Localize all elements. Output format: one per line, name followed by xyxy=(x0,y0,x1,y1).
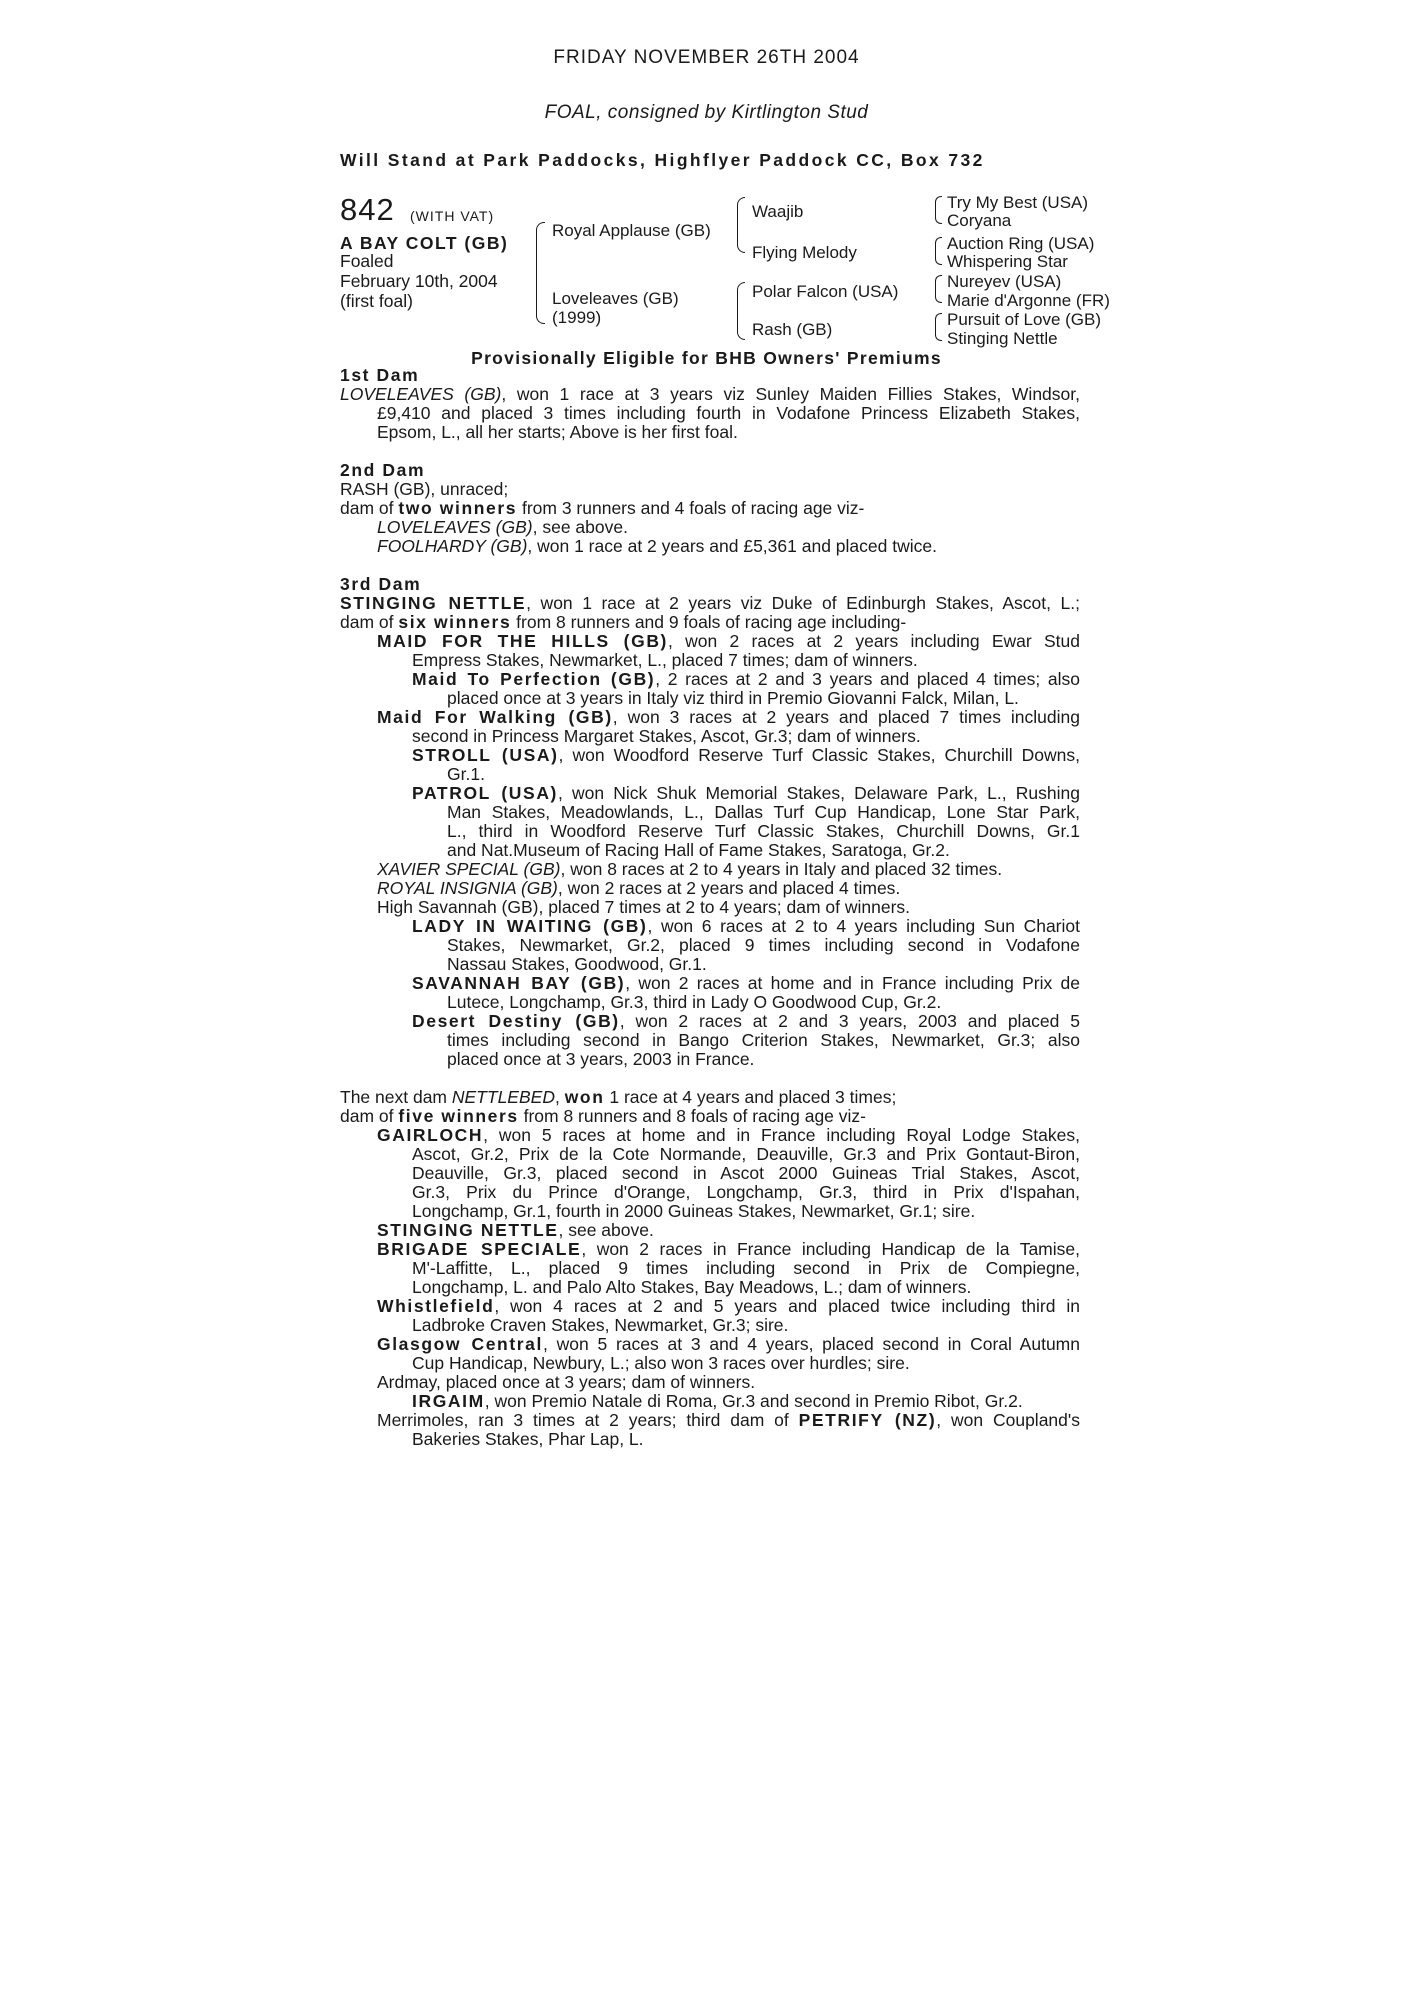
sire-sire: Waajib xyxy=(752,202,804,221)
text: The next dam xyxy=(340,1087,452,1107)
progeny-name: XAVIER SPECIAL (GB) xyxy=(377,859,561,879)
third-dam-heading: 3rd Dam xyxy=(340,574,422,594)
text: , won 5 races at 3 and 4 years, placed second in Coral Autumn xyxy=(542,1334,1080,1354)
text: from 8 runners and 8 foals of racing age viz- xyxy=(518,1106,866,1126)
text: , won Nick Shuk Memorial Stakes, Delaware Park, L., Rushing xyxy=(557,783,1080,803)
progeny-line: placed once at 3 years, 2003 in France. xyxy=(447,1049,755,1069)
sire-dam: Flying Melody xyxy=(752,243,857,262)
progeny-name: FOOLHARDY (GB) xyxy=(377,536,528,556)
sale-date: FRIDAY NOVEMBER 26TH 2004 xyxy=(553,47,860,68)
progeny-line: M'-Laffitte, L., placed 9 times including second in Prix de Compiegne, xyxy=(412,1258,1080,1278)
progeny-line: placed once at 3 years in Italy viz third in Premio Giovanni Falck, Milan, L. xyxy=(447,688,1019,708)
progeny-line xyxy=(340,1392,1080,1411)
progeny-line xyxy=(340,1411,1080,1430)
next-dam-line xyxy=(340,1088,1080,1107)
progeny-line xyxy=(340,1221,1080,1240)
lot-description: A BAY COLT (GB) xyxy=(340,233,509,253)
progeny-line: Gr.3, Prix du Prince d'Orange, Longchamp, Gr.3, third in Prix d'Ispahan, xyxy=(412,1182,1080,1202)
g-brace-2 xyxy=(935,237,942,265)
location-line: Will Stand at Park Paddocks, Highflyer Paddock CC, Box 732 xyxy=(340,150,985,170)
text: , won 5 races at home and in France including Royal Lodge Stakes, xyxy=(483,1125,1080,1145)
progeny-line: Man Stakes, Meadowlands, L., Dallas Turf Cup Handicap, Lone Star Park, xyxy=(447,802,1080,822)
progeny-line: Longchamp, Gr.1, fourth in 2000 Guineas Stakes, Newmarket, Gr.1; sire. xyxy=(412,1201,976,1221)
progeny-line: Deauville, Gr.3, placed second in Ascot 2000 Guineas Trial Stakes, Ascot, xyxy=(412,1163,1080,1183)
progeny-line: High Savannah (GB), placed 7 times at 2 to 4 years; dam of winners. xyxy=(377,897,911,917)
dam-name: STINGING NETTLE xyxy=(340,593,527,613)
progeny-line xyxy=(340,974,1080,993)
progeny-name: ROYAL INSIGNIA (GB) xyxy=(377,878,558,898)
progeny-name: Maid To Perfection (GB) xyxy=(412,669,656,689)
progeny-line xyxy=(340,860,1080,879)
dam-sire: Polar Falcon (USA) xyxy=(752,282,899,301)
text: dam of xyxy=(340,1106,399,1126)
progeny-line xyxy=(340,1240,1080,1259)
progeny-line xyxy=(340,1126,1080,1145)
text: Merrimoles, ran 3 times at 2 years; third dam of xyxy=(377,1410,799,1430)
text: , won 8 races at 2 to 4 years in Italy and placed 32 times. xyxy=(560,859,1003,879)
text: , won 1 race at 2 years and £5,361 and placed twice. xyxy=(527,536,937,556)
text: dam of xyxy=(340,612,399,632)
text: , won 3 races at 2 years and placed 7 times including xyxy=(612,707,1080,727)
catalogue-body xyxy=(340,366,1080,1449)
progeny-name: Desert Destiny (GB) xyxy=(412,1011,620,1031)
progeny-line xyxy=(340,746,1080,765)
dam-name: NETTLEBED xyxy=(451,1087,555,1107)
dam-dam: Rash (GB) xyxy=(752,320,833,339)
progeny-line: second in Princess Margaret Stakes, Ascot, Gr.3; dam of winners. xyxy=(412,726,921,746)
dam-brace xyxy=(737,282,745,340)
text: dam of xyxy=(340,498,399,518)
text: , won 1 race at 2 years viz Duke of Edinburgh Stakes, Ascot, L.; xyxy=(526,593,1081,613)
text: , xyxy=(554,1087,565,1107)
text: , won Woodford Reserve Turf Classic Stakes, Churchill Downs, xyxy=(558,745,1081,765)
progeny-line: times including second in Bango Criterion Stakes, Newmarket, Gr.3; also xyxy=(447,1030,1080,1050)
text: , won 4 races at 2 and 5 years and placed twice including third in xyxy=(494,1296,1080,1316)
gg-2: Coryana xyxy=(947,211,1012,230)
progeny-line: Cup Handicap, Newbury, L.; also won 3 races over hurdles; sire. xyxy=(412,1353,910,1373)
text: 1 race at 4 years and placed 3 times; xyxy=(604,1087,897,1107)
lot-number: 842 xyxy=(340,192,395,227)
vat-note: (WITH VAT) xyxy=(410,208,495,224)
text: , see above. xyxy=(558,1220,654,1240)
second-dam-line xyxy=(340,499,1080,518)
progeny-line xyxy=(340,632,1080,651)
progeny-name: PETRIFY (NZ) xyxy=(798,1410,937,1430)
progeny-line: Stakes, Newmarket, Gr.2, placed 9 times including second in Vodafone xyxy=(447,935,1080,955)
progeny-line xyxy=(340,1297,1080,1316)
third-dam-line xyxy=(340,594,1080,613)
spacer xyxy=(340,556,1080,575)
foaled-label: Foaled xyxy=(340,251,394,271)
text: , won 6 races at 2 to 4 years including Sun Chariot xyxy=(647,916,1080,936)
progeny-line: L., third in Woodford Reserve Turf Classic Stakes, Churchill Downs, Gr.1 xyxy=(447,821,1080,841)
progeny-line xyxy=(340,518,1080,537)
spacer xyxy=(340,442,1080,461)
third-dam-line xyxy=(340,613,1080,632)
spacer xyxy=(340,1069,1080,1088)
progeny-name: LOVELEAVES (GB) xyxy=(377,517,533,537)
eligibility-note: Provisionally Eligible for BHB Owners' Premiums xyxy=(471,348,942,368)
progeny-line xyxy=(340,917,1080,936)
progeny-name: GAIRLOCH xyxy=(377,1125,484,1145)
text: won xyxy=(564,1087,605,1107)
progeny-name: Glasgow Central xyxy=(377,1334,543,1354)
winners-count: two winners xyxy=(398,498,518,518)
progeny-name: Whistlefield xyxy=(377,1296,495,1316)
progeny-name: IRGAIM xyxy=(412,1391,485,1411)
progeny-line xyxy=(340,670,1080,689)
text: , won 2 races at 2 years and placed 4 times. xyxy=(557,878,901,898)
gg-4: Whispering Star xyxy=(947,252,1068,271)
progeny-line xyxy=(340,784,1080,803)
progeny-line: Bakeries Stakes, Phar Lap, L. xyxy=(412,1429,644,1449)
progeny-name: STINGING NETTLE xyxy=(377,1220,559,1240)
foal-date: February 10th, 2004 xyxy=(340,271,498,291)
progeny-name: BRIGADE SPECIALE xyxy=(377,1239,582,1259)
text: , won Coupland's xyxy=(936,1410,1080,1430)
progeny-name: LADY IN WAITING (GB) xyxy=(412,916,648,936)
progeny-line: Ladbroke Craven Stakes, Newmarket, Gr.3; sire. xyxy=(412,1315,789,1335)
text: , won 2 races at 2 and 3 years, 2003 and placed 5 xyxy=(619,1011,1080,1031)
winners-count: six winners xyxy=(398,612,512,632)
pedigree-brace-main xyxy=(536,222,545,324)
progeny-line xyxy=(340,1012,1080,1031)
progeny-line: and Nat.Museum of Racing Hall of Fame Stakes, Saratoga, Gr.2. xyxy=(447,840,950,860)
gg-3: Auction Ring (USA) xyxy=(947,234,1095,253)
first-dam-line: £9,410 and placed 3 times including fourth in Vodafone Princess Elizabeth Stakes, xyxy=(377,403,1080,423)
progeny-line: Longchamp, L. and Palo Alto Stakes, Bay Meadows, L.; dam of winners. xyxy=(412,1277,972,1297)
progeny-line: Lutece, Longchamp, Gr.3, third in Lady O Goodwood Cup, Gr.2. xyxy=(447,992,942,1012)
second-dam-heading: 2nd Dam xyxy=(340,460,426,480)
dam-name-italic: LOVELEAVES (GB) xyxy=(340,384,502,404)
progeny-name: STROLL (USA) xyxy=(412,745,559,765)
progeny-name: PATROL (USA) xyxy=(412,783,558,803)
progeny-name: MAID FOR THE HILLS (GB) xyxy=(377,631,668,651)
progeny-line: Gr.1. xyxy=(447,764,485,784)
progeny-line xyxy=(340,1335,1080,1354)
g-brace-4 xyxy=(935,313,942,341)
dam-name: Loveleaves (GB) xyxy=(552,289,679,308)
g-brace-1 xyxy=(935,196,942,224)
text: from 8 runners and 9 foals of racing age including- xyxy=(511,612,907,632)
first-dam-heading: 1st Dam xyxy=(340,365,420,385)
text: , see above. xyxy=(532,517,628,537)
text: , 2 races at 2 and 3 years and placed 4 times; also xyxy=(655,669,1081,689)
text: , won 2 races at home and in France including Prix de xyxy=(625,973,1081,993)
gg-6: Marie d'Argonne (FR) xyxy=(947,291,1110,310)
dam-year: (1999) xyxy=(552,308,602,327)
gg-7: Pursuit of Love (GB) xyxy=(947,310,1102,329)
gg-1: Try My Best (USA) xyxy=(947,193,1089,212)
progeny-line xyxy=(340,879,1080,898)
g-brace-3 xyxy=(935,275,942,303)
progeny-line xyxy=(340,708,1080,727)
text: , won 2 races at 2 years including Ewar Stud xyxy=(668,631,1080,651)
second-dam-line: RASH (GB), unraced; xyxy=(340,479,509,499)
gg-5: Nureyev (USA) xyxy=(947,272,1062,291)
gg-8: Stinging Nettle xyxy=(947,329,1058,348)
text: , won Premio Natale di Roma, Gr.3 and second in Premio Ribot, Gr.2. xyxy=(484,1391,1023,1411)
foal-note: (first foal) xyxy=(340,291,413,311)
progeny-line: Ascot, Gr.2, Prix de la Cote Normande, Deauville, Gr.3 and Prix Gontaut-Biron, xyxy=(412,1144,1080,1164)
progeny-line: Nassau Stakes, Goodwood, Gr.1. xyxy=(447,954,707,974)
progeny-line xyxy=(340,537,1080,556)
text: , won 1 race at 3 years viz Sunley Maiden Fillies Stakes, Windsor, xyxy=(501,384,1080,404)
progeny-name: Maid For Walking (GB) xyxy=(377,707,613,727)
winners-count: five winners xyxy=(398,1106,519,1126)
progeny-line: Empress Stakes, Newmarket, L., placed 7 times; dam of winners. xyxy=(412,650,918,670)
text: from 3 runners and 4 foals of racing age viz- xyxy=(517,498,865,518)
progeny-line: Ardmay, placed once at 3 years; dam of winners. xyxy=(377,1372,756,1392)
text: , won 2 races in France including Handicap de la Tamise, xyxy=(581,1239,1080,1259)
next-dam-line xyxy=(340,1107,1080,1126)
first-dam-line xyxy=(340,385,1080,404)
sire-brace xyxy=(737,197,745,253)
sire-name: Royal Applause (GB) xyxy=(552,221,711,240)
progeny-name: SAVANNAH BAY (GB) xyxy=(412,973,626,993)
first-dam-line: Epsom, L., all her starts; Above is her first foal. xyxy=(377,422,738,442)
consignor-line: FOAL, consigned by Kirtlington Stud xyxy=(544,102,869,123)
